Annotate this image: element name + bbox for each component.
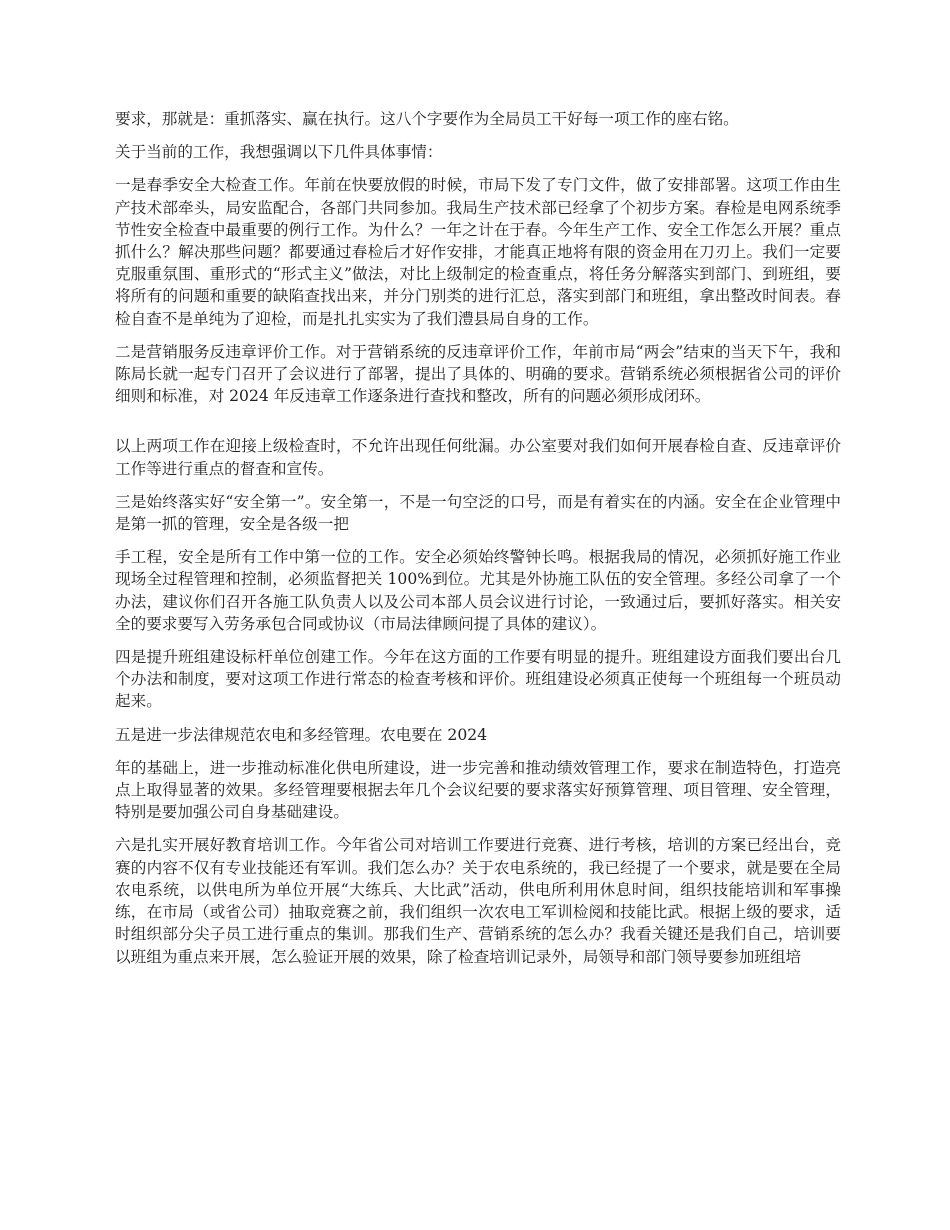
paragraph-rural-power-details: 年的基础上，进一步推动标准化供电所建设，进一步完善和推动绩效管理工作，要求在制造特色，打造亮点上取得显著的效果。多经管理要根据去年几个会议纪要的要求落实好预算管理、项目管理、安全管理，特别是要加强公司自身基础建设。	[115, 758, 841, 822]
paragraph-intro: 关于当前的工作，我想强调以下几件具体事情：	[115, 143, 443, 162]
paragraph-inspection-summary: 以上两项工作在迎接上级检查时，不允许出现任何纰漏。办公室要对我们如何开展春检自查、反违章评价工作等进行重点的督查和宣传。	[115, 437, 841, 478]
document-body	[115, 108, 841, 979]
paragraph-marketing-evaluation: 二是营销服务反违章评价工作。对于营销系统的反违章评价工作，年前市局“两会”结束的当天下午，我和陈局长就一起专门召开了会议进行了部署，提出了具体的、明确的要求。营销系统必须根据省公司的评价细则和标准，对 2024 年反违章工作逐条进行查找和整改，所有的问题必须形成闭环。	[115, 342, 841, 406]
paragraph-safety-first: 三是始终落实好“安全第一”。安全第一，不是一句空泛的口号，而是有着实在的内涵。安全在企业管理中是第一抓的管理，安全是各级一把	[115, 492, 841, 534]
paragraph-rural-power: 五是进一步法律规范农电和多经管理。农电要在 2024	[115, 725, 488, 744]
paragraph-spring-inspection: 一是春季安全大检查工作。年前在快要放假的时候，市局下发了专门文件，做了安排部署。这项工作由生产技术部牵头，局安监配合，各部门共同参加。我局生产技术部已经拿了个初步方案。春检是电网系统季节性安全检查中最重要的例行工作。为什么？一年之计在于春。今年生产工作、安全工作怎么开展？重点抓什么？解决那些问题？都要通过春检后才好作安排，才能真正地将有限的资金用在刀刃上。我们一定要克服重氛围、重形式的“形式主义”做法，对比上级制定的检查重点，将任务分解落实到部门、到班组，要将所有的问题和重要的缺陷查找出来，并分门别类的进行汇总，落实到部门和班组，拿出整改时间表。春检自查不是单纯为了迎检，而是扎扎实实为了我们澧县局自身的工作。	[115, 176, 841, 328]
paragraph-training: 六是扎实开展好教育培训工作。今年省公司对培训工作要进行竞赛、进行考核，培训的方案已经出台，竞赛的内容不仅有专业技能还有军训。我们怎么办？关于农电系统的，我已经提了一个要求，就是要在全局农电系统，以供电所为单位开展“大练兵、大比武”活动，供电所利用休息时间，组织技能培训和军事操练，在市局（或省公司）抽取竞赛之前，我们组织一次农电工军训检阅和技能比武。根据上级的要求，适时组织部分尖子员工进行重点的集训。那我们生产、营销系统的怎么办？我看关键还是我们自己，培训要以班组为重点来开展，怎么验证开展的效果，除了检查培训记录外，局领导和部门领导要参加班组培	[115, 836, 841, 966]
paragraph-team-building: 四是提升班组建设标杆单位创建工作。今年在这方面的工作要有明显的提升。班组建设方面我们要出台几个办法和制度，要对这项工作进行常态的检查考核和评价。班组建设必须真正使每一个班组每一个班员动起来。	[115, 648, 841, 711]
paragraph-motto: 要求，那就是：重抓落实、赢在执行。这八个字要作为全局员工干好每一项工作的座右铭。	[115, 110, 739, 128]
paragraph-safety-details: 手工程，安全是所有工作中第一位的工作。安全必须始终警钟长鸣。根据我局的情况，必须抓好施工作业现场全过程管理和控制，必须监督把关 100%到位。尤其是外协施工队伍的安全管理。多经公司拿了一个办法，建议你们召开各施工队负责人以及公司本部人员会议进行讨论，一致通过后，要抓好落实。相关安全的要求要写入劳务承包合同或协议（市局法律顾问提了具体的建议）。	[115, 548, 841, 633]
